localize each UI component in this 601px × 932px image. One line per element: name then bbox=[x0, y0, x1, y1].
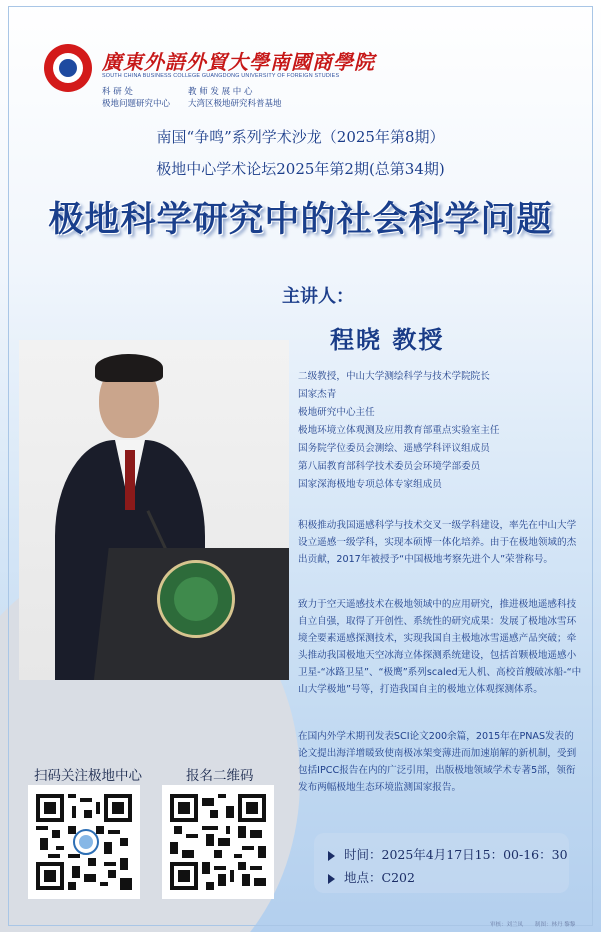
title-item: 第八届教育部科学技术委员会环境学部委员 bbox=[298, 461, 481, 472]
podium-emblem-icon bbox=[157, 560, 235, 638]
dept-science-base: 大湾区极地研究科普基地 bbox=[188, 99, 282, 109]
event-place-text: 地点：C202 bbox=[344, 870, 415, 885]
title-item: 二级教授，中山大学测绘科学与技术学院院长 bbox=[298, 371, 490, 382]
arrow-right-icon bbox=[328, 851, 335, 861]
organizer-departments bbox=[102, 86, 282, 110]
qr-label-register: 报名二维码 bbox=[186, 768, 254, 784]
dept-teacher-center: 教 师 发 展 中 心 bbox=[188, 87, 253, 97]
title-item: 国家杰青 bbox=[298, 389, 337, 400]
bio-paragraph-2: 致力于空天遥感技术在极地领域中的应用研究，推进极地遥感科技自立自强，取得了开创性、系统性的研究成果：发展了极地冰雪环境全要素遥感探测技术，实现我国自主极地冰雪遥感产品突破；牵头推动我国极地天空冰海立体探测系统建设，包括首颗极地遥感小卫星-“冰路卫星”、“极鹰”系列scaled无人机、高校首艘破冰船-“中山大学极地”号等，打造我国自主的极地立体观探测体系。 bbox=[298, 599, 582, 695]
event-place bbox=[328, 868, 415, 886]
event-time-text: 时间：2025年4月17日15：00-16：30 bbox=[344, 847, 568, 862]
arrow-right-icon bbox=[328, 874, 335, 884]
qr-label-follow: 扫码关注极地中心 bbox=[34, 768, 142, 784]
qr-center-logo-icon bbox=[73, 829, 99, 855]
speaker-photo bbox=[19, 340, 289, 680]
series-line-1: 南国“争鸣”系列学术沙龙（2025年第8期） bbox=[156, 128, 445, 146]
credit-design: 制图：林丹 黎黎 bbox=[535, 922, 576, 928]
title-item: 国家深海极地专项总体专家组成员 bbox=[298, 479, 442, 490]
school-name-en: SOUTH CHINA BUSINESS COLLEGE GUANGDONG UNIVERSITY OF FOREIGN STUDIES bbox=[102, 73, 340, 79]
poster-credits bbox=[490, 920, 587, 928]
speaker-name: 程晓 教授 bbox=[330, 325, 445, 354]
bio-paragraph-1: 积极推动我国遥感科学与技术交叉一级学科建设，率先在中山大学设立遥感一级学科，实现本硕博一体化培养。由于在极地领域的杰出贡献，2017年被授予“中国极地考察先进个人”荣誉称号。 bbox=[298, 520, 577, 565]
lecture-title: 极地科学研究中的社会科学问题 bbox=[48, 199, 553, 240]
school-seal-icon bbox=[44, 44, 92, 92]
credit-review: 审核：刘兰凤 bbox=[490, 922, 524, 928]
bio-paragraph-3: 在国内外学术期刊发表SCI论文200余篇，2015年在PNAS发表的论文提出海洋增暖致使南极冰架变薄进而加速崩解的新机制，受到包括IPCC报告在内的广泛引用，出版极地领域学术专著5部，领衔发布两幅极地生态环境监测国家报告。 bbox=[298, 731, 577, 793]
speaker-label: 主讲人： bbox=[282, 286, 354, 307]
qr-pattern bbox=[170, 793, 266, 891]
title-item: 国务院学位委员会测绘、遥感学科评议组成员 bbox=[298, 443, 490, 454]
photo-tie bbox=[125, 450, 135, 510]
title-item: 极地环境立体观测及应用教育部重点实验室主任 bbox=[298, 425, 500, 436]
school-name-cn: 廣東外語外貿大學南國商學院 bbox=[102, 50, 375, 74]
title-item: 极地研究中心主任 bbox=[298, 407, 375, 418]
qr-code-register[interactable] bbox=[162, 785, 274, 899]
photo-hair bbox=[95, 354, 163, 382]
speaker-titles bbox=[298, 368, 588, 494]
dept-research-office: 科 研 处 bbox=[102, 87, 133, 97]
series-line-2: 极地中心学术论坛2025年第2期(总第34期) bbox=[156, 160, 445, 178]
dept-polar-center: 极地问题研究中心 bbox=[102, 99, 171, 109]
event-time bbox=[328, 845, 568, 863]
qr-code-follow[interactable] bbox=[28, 785, 140, 899]
